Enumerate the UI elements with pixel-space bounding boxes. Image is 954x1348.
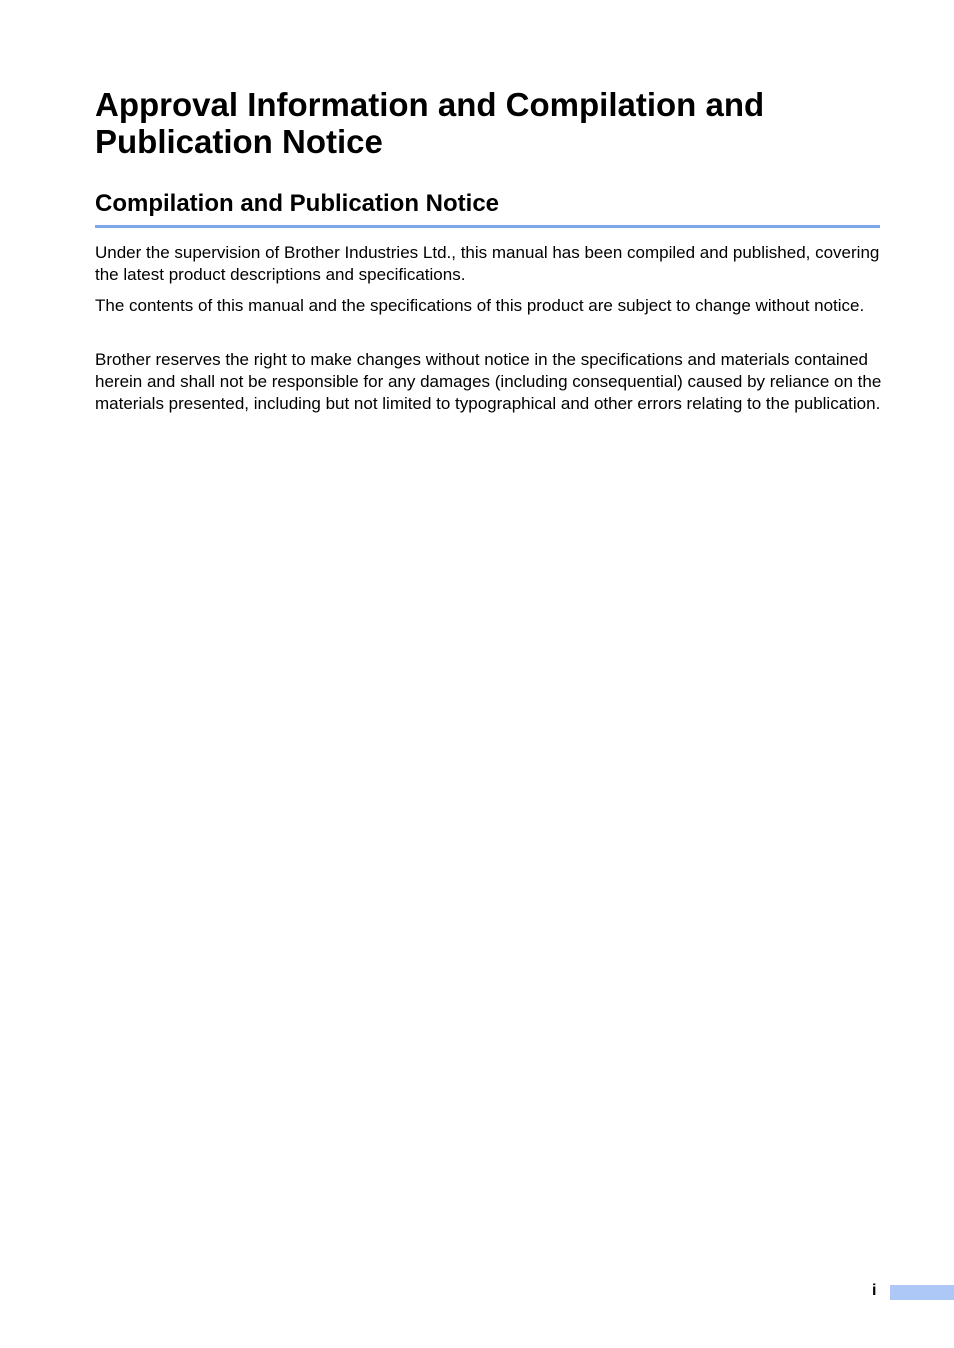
page-number: i [872, 1282, 877, 1299]
section-heading: Compilation and Publication Notice [95, 190, 500, 217]
paragraph-disclaimer: Brother reserves the right to make changes without notice in the specifications and materials contained herein and shall not be responsible for any damages (including consequential) caused by reliance on the materials presented, including but not limited to typographical and other errors relating to the publication. [95, 350, 882, 413]
page-title: Approval Information and Compilation and Publication Notice [95, 86, 765, 160]
paragraph-change-notice: The contents of this manual and the specifications of this product are subject to change without notice. [95, 296, 865, 315]
section-divider [95, 225, 880, 228]
page-tab-marker [890, 1285, 954, 1300]
paragraph-supervision: Under the supervision of Brother Industries Ltd., this manual has been compiled and published, covering the latest product descriptions and specifications. [95, 243, 880, 284]
